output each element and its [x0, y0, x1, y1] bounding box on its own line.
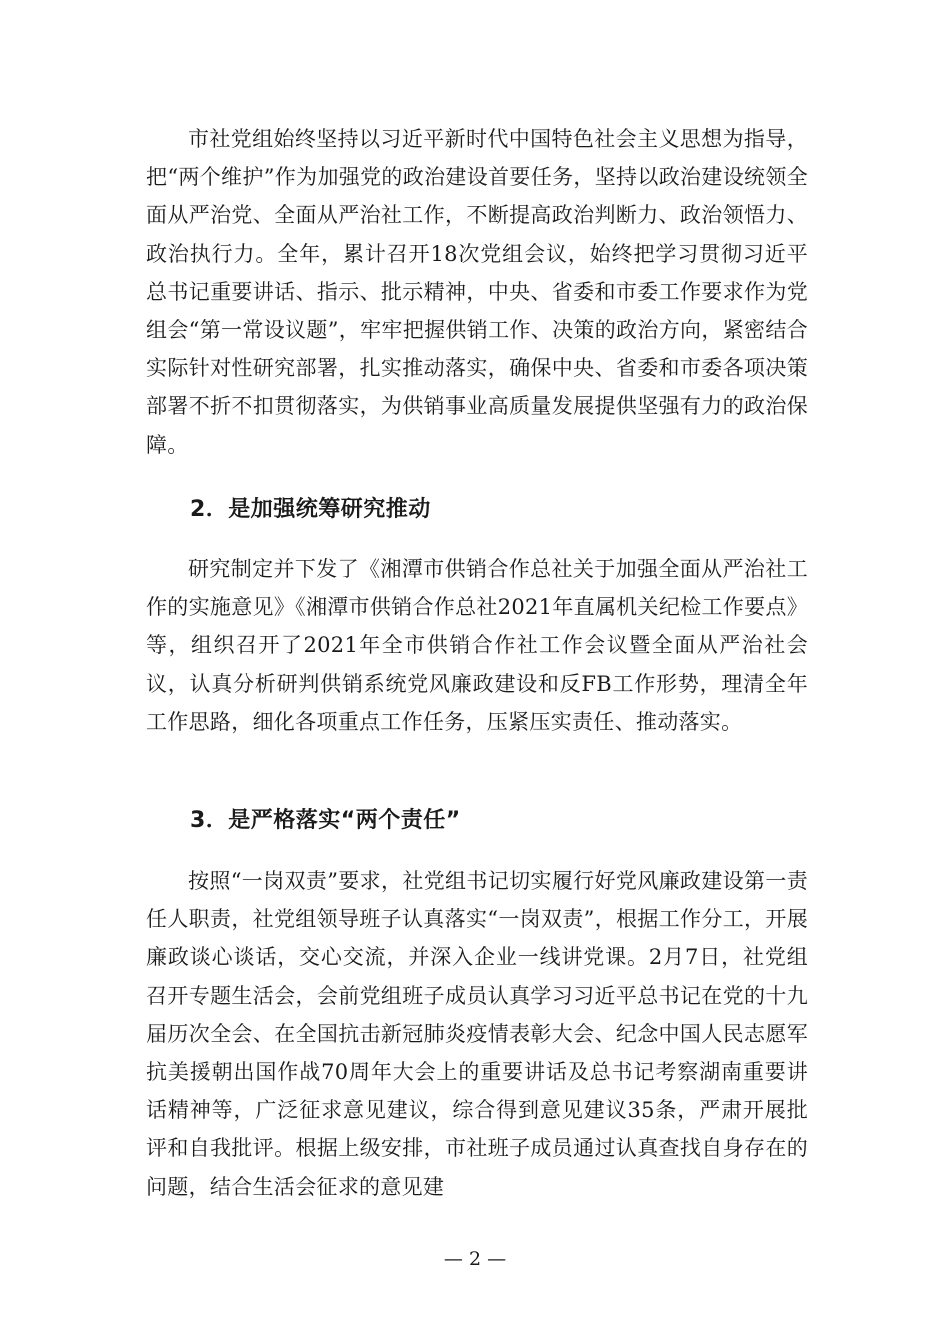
heading-section-3: 3．是严格落实“两个责任”	[190, 808, 461, 833]
paragraph-two-responsibilities: 按照“一岗双责”要求，社党组书记切实履行好党风廉政建设第一责任人职责，社党组领导班子认真落实“一岗双责”，根据工作分工，开展廉政谈心谈话，交心交流，并深入企业一线讲党课。2月7日，社党组召开专题生活会，会前党组班子成员认真学习习近平总书记在党的十九届历次全会、在全国抗击新冠肺炎疫情表彰大会、纪念中国人民志愿军抗美援朝出国作战70周年大会上的重要讲话及总书记考察湖南重要讲话精神等，广泛征求意见建议，综合得到意见建议35条，严肃开展批评和自我批评。根据上级安排，市社班子成员通过认真查找自身存在的问题，结合生活会征求的意见建	[146, 869, 808, 1199]
paragraph-coordination-research: 研究制定并下发了《湘潭市供销合作总社关于加强全面从严治社工作的实施意见》《湘潭市供销合作总社2021年直属机关纪检工作要点》等，组织召开了2021年全市供销合作社工作会议暨全面从严治社会议，认真分析研判供销系统党风廉政建设和反FB工作形势，理清全年工作思路，细化各项重点工作任务，压紧压实责任、推动落实。	[146, 557, 808, 734]
paragraph-political-building: 市社党组始终坚持以习近平新时代中国特色社会主义思想为指导，把“两个维护”作为加强党的政治建设首要任务，坚持以政治建设统领全面从严治党、全面从严治社工作，不断提高政治判断力、政治领悟力、政治执行力。全年，累计召开18次党组会议，始终把学习贯彻习近平总书记重要讲话、指示、批示精神，中央、省委和市委工作要求作为党组会“第一常设议题”，牢牢把握供销工作、决策的政治方向，紧密结合实际针对性研究部署，扎实推动落实，确保中央、省委和市委各项决策部署不折不扣贯彻落实，为供销事业高质量发展提供坚强有力的政治保障。	[146, 127, 808, 457]
heading-section-2: 2．是加强统筹研究推动	[190, 497, 431, 522]
page-number: — 2 —	[443, 1248, 507, 1270]
